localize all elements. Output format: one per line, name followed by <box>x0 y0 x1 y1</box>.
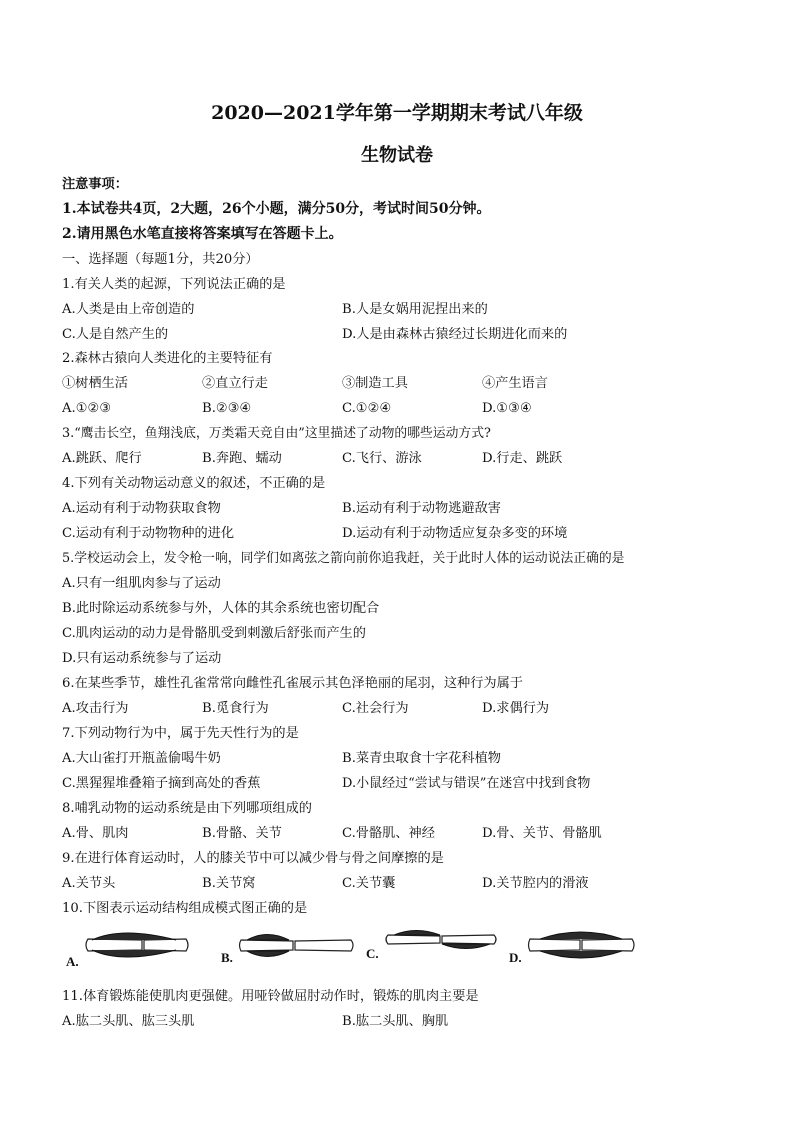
question-stem: 4.下列有关动物运动意义的叙述，不正确的是 <box>62 476 326 491</box>
figure-label-d: D. <box>509 950 522 965</box>
exam-title: 2020—2021学年第一学期期末考试八年级 <box>211 102 583 124</box>
muscle-bone-diagram-b <box>237 923 357 967</box>
option-c: C.①②④ <box>342 401 392 416</box>
question-stem: 5.学校运动会上，发令枪一响，同学们如离弦之箭向前你追我赶，关于此时人体的运动说法正确的是 <box>62 551 625 566</box>
figure-label-c: C. <box>366 946 379 961</box>
option-d: D.运动有利于动物适应复杂多变的环境 <box>342 526 568 541</box>
statement-item: ①树栖生活 <box>62 376 128 391</box>
statement-item: ④产生语言 <box>482 376 548 391</box>
option-a: A.大山雀打开瓶盖偷喝牛奶 <box>62 751 221 766</box>
question-stem: 11.体育锻炼能使肌肉更强健。用哑铃做屈肘动作时，锻炼的肌肉主要是 <box>62 989 479 1004</box>
question-stem: 8.哺乳动物的运动系统是由下列哪项组成的 <box>62 801 312 816</box>
option-c: C.肌肉运动的动力是骨骼肌受到刺激后舒张而产生的 <box>62 626 366 641</box>
option-c: C.人是自然产生的 <box>62 327 169 342</box>
option-d: D.只有运动系统参与了运动 <box>62 651 222 666</box>
option-d: D.骨、关节、骨骼肌 <box>482 826 602 841</box>
notes-line-2: 2.请用黑色水笔直接将答案填写在答题卡上。 <box>62 226 343 242</box>
option-d: D.求偶行为 <box>482 701 550 716</box>
question-stem: 9.在进行体育运动时，人的膝关节中可以减少骨与骨之间摩擦的是 <box>62 851 444 866</box>
option-c: C.关节囊 <box>342 876 396 891</box>
option-b: B.奔跑、蠕动 <box>202 451 282 466</box>
option-d: D.行走、跳跃 <box>482 451 563 466</box>
exam-subtitle: 生物试卷 <box>361 145 433 166</box>
option-b: B.人是女娲用泥捏出来的 <box>342 302 488 317</box>
option-c: C.黑猩猩堆叠箱子摘到高处的香蕉 <box>62 776 261 791</box>
option-b: B.菜青虫取食十字花科植物 <box>342 751 501 766</box>
question-stem: 10.下图表示运动结构组成模式图正确的是 <box>62 901 308 916</box>
question-stem: 3.“鹰击长空，鱼翔浅底，万类霜天竞自由”这里描述了动物的哪些运动方式? <box>62 426 491 441</box>
option-d: D.小鼠经过“尝试与错误”在迷宫中找到食物 <box>342 776 591 791</box>
option-a: A.①②③ <box>62 401 112 416</box>
option-b: B.骨骼、关节 <box>202 826 282 841</box>
notes-line-1: 1.本试卷共4页，2大题，26个小题，满分50分，考试时间50分钟。 <box>62 201 491 217</box>
option-a: A.人类是由上帝创造的 <box>62 302 195 317</box>
option-c: C.运动有利于动物物种的进化 <box>62 526 235 541</box>
notes-heading: 注意事项： <box>62 177 128 192</box>
figure-label-b: B. <box>221 950 233 965</box>
option-a: A.骨、肌肉 <box>62 826 129 841</box>
figure-label-a: A. <box>66 954 79 969</box>
option-b: B.觅食行为 <box>202 701 269 716</box>
option-a: A.肱二头肌、肱三头肌 <box>62 1014 195 1029</box>
question-stem: 6.在某些季节，雄性孔雀常常向雌性孔雀展示其色泽艳丽的尾羽，这种行为属于 <box>62 676 523 691</box>
option-d: D.人是由森林古猿经过长期进化而来的 <box>342 327 568 342</box>
question-stem: 1.有关人类的起源，下列说法正确的是 <box>62 277 286 292</box>
statement-item: ②直立行走 <box>202 376 268 391</box>
option-b: B.②③④ <box>202 401 252 416</box>
statement-item: ③制造工具 <box>342 376 408 391</box>
option-d: D.关节腔内的滑液 <box>482 876 589 891</box>
section-heading: 一、选择题（每题1分，共20分） <box>62 252 259 267</box>
option-b: B.运动有利于动物逃避敌害 <box>342 501 501 516</box>
option-a: A.攻击行为 <box>62 701 129 716</box>
option-b: B.关节窝 <box>202 876 256 891</box>
option-a: A.跳跃、爬行 <box>62 451 142 466</box>
question-stem: 7.下列动物行为中，属于先天性行为的是 <box>62 726 299 741</box>
muscle-bone-diagram-d <box>526 923 638 967</box>
muscle-bone-diagram-a <box>82 923 192 967</box>
option-c: C.骨骼肌、神经 <box>342 826 435 841</box>
option-d: D.①③④ <box>482 401 532 416</box>
option-c: C.飞行、游泳 <box>342 451 422 466</box>
muscle-bone-diagram-c <box>382 923 502 963</box>
option-b: B.肱二头肌、胸肌 <box>342 1014 449 1029</box>
option-c: C.社会行为 <box>342 701 409 716</box>
option-b: B.此时除运动系统参与外，人体的其余系统也密切配合 <box>62 601 380 616</box>
option-a: A.运动有利于动物获取食物 <box>62 501 221 516</box>
option-a: A.关节头 <box>62 876 116 891</box>
question-stem: 2.森林古猿向人类进化的主要特征有 <box>62 351 273 366</box>
option-a: A.只有一组肌肉参与了运动 <box>62 576 221 591</box>
